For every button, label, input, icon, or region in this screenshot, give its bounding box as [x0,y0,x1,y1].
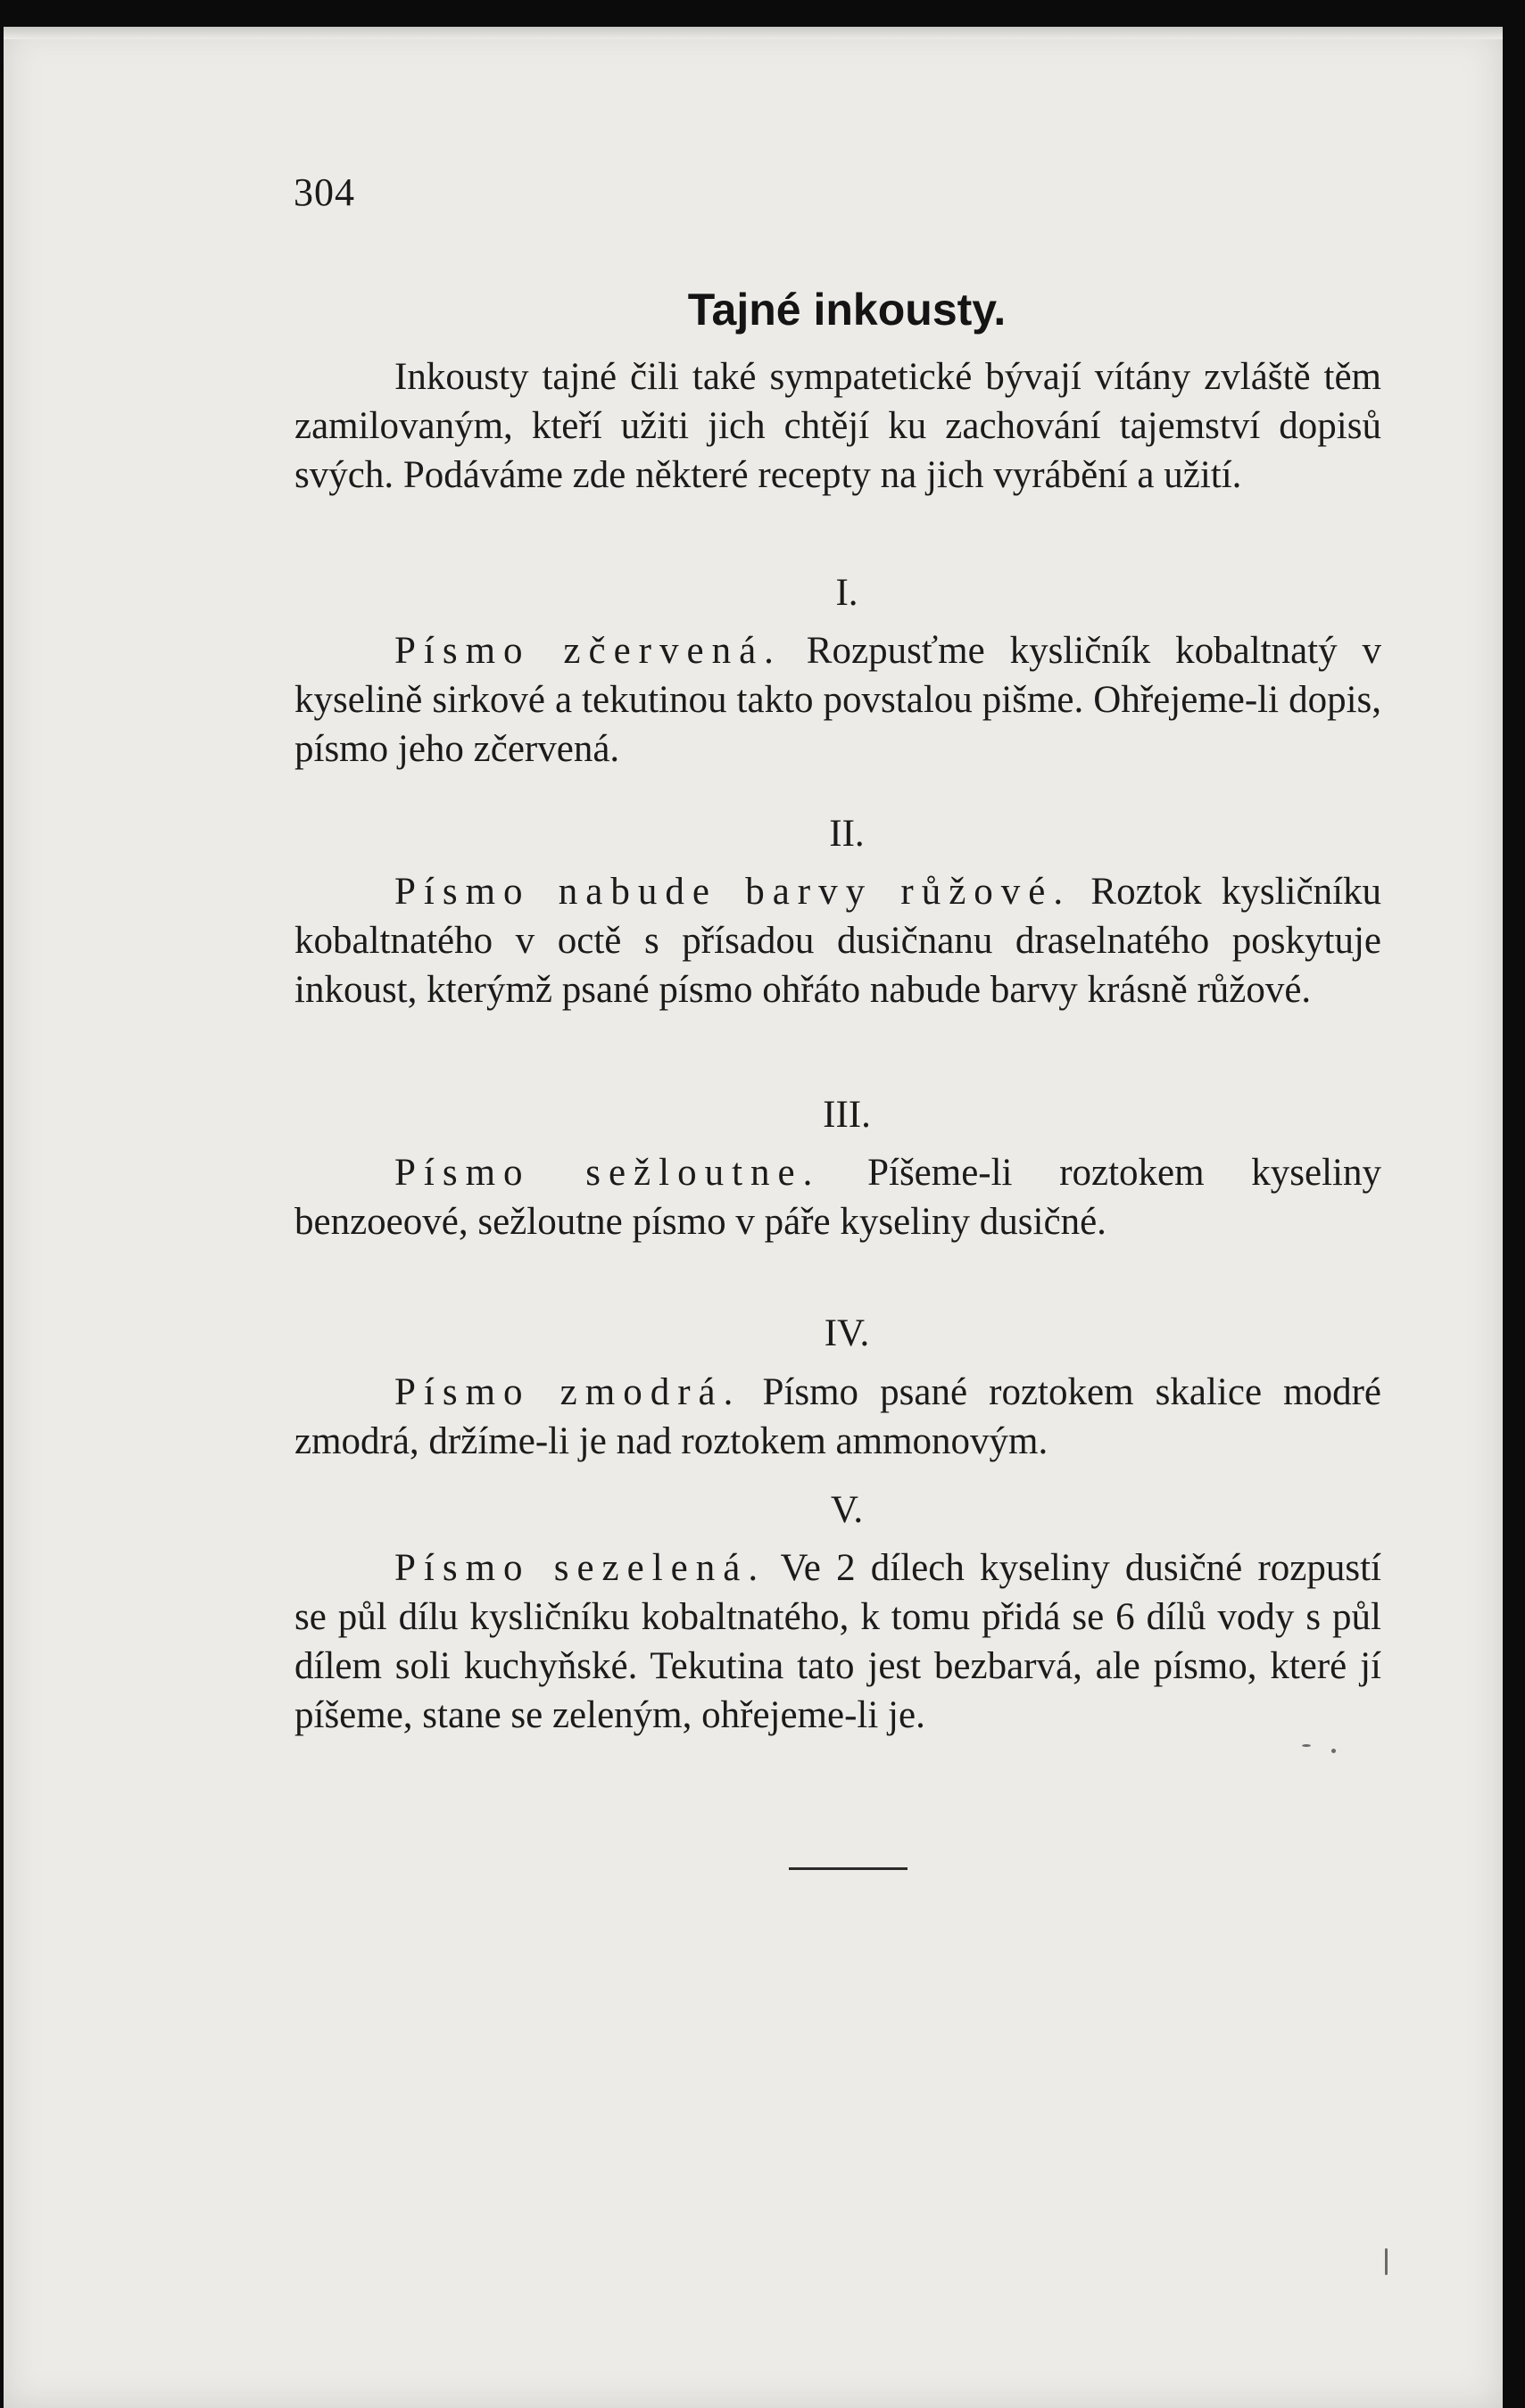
section-heading-4: Písmo zmodrá. [394,1371,742,1413]
section-heading-2: Písmo nabude barvy růžové. [394,871,1072,913]
section-numeral-4: IV. [824,1312,870,1354]
section-body-2: Roztok kysličníku kobaltnatého v octě s přísadou dusičnanu draselnatého poskytuje inkoust, kterýmž psané písmo ohřáto nabude barvy krásně růžové. [294,871,1382,1011]
end-rule [789,1867,908,1870]
ink-speck [1302,1744,1311,1747]
section-numeral-2: II. [829,813,865,855]
section-paragraph-1 [294,626,1381,774]
section-numeral-1: I. [835,572,858,614]
book-page [4,27,1503,2408]
section-heading-3: Písmo sežloutne. [394,1152,821,1194]
section-heading-5: Písmo sezelená. [394,1547,767,1589]
section-body-1: Rozpusťme kysličník kobaltnatý v kyselině sirkové a tekutinou takto povstalou pišme. Ohřejeme-li dopis, písmo jeho zčervená. [294,630,1381,770]
chapter-title: Tajné inkousty. [687,285,1007,335]
intro-paragraph [294,352,1381,500]
section-paragraph-4 [294,1368,1381,1466]
section-body-3: Píšeme-li roztokem kyseliny benzoeové, sežloutne písmo v páře kyseliny dusičné. [294,1152,1381,1243]
section-paragraph-2 [294,867,1381,1014]
page-number: 304 [294,170,355,214]
page-top-edge [4,27,1503,39]
section-body-5: Ve 2 dílech kyseliny dusičné rozpustí se půl dílu kysličníku kobaltnatého, k tomu přidá se 6 dílů vody s půl dílem soli kuchyňské. Tekutina tato jest bezbarvá, ale písmo, které jí píšeme, stane se zeleným, ohřejeme-li je. [294,1547,1381,1736]
section-paragraph-5 [294,1543,1381,1740]
ink-speck [1331,1749,1336,1753]
ink-speck [1385,2248,1388,2275]
section-numeral-5: V. [830,1489,864,1531]
section-heading-1: Písmo zčervená. [394,630,782,672]
section-numeral-3: III. [823,1094,871,1136]
section-paragraph-3 [294,1148,1381,1246]
intro-text: Inkousty tajné čili také sympatetické bývají vítány zvláště těm zamilovaným, kteří užiti jich chtějí ku zachování tajemství dopisů svých. Podáváme zde některé recepty na jich vyrábění a užití. [294,356,1381,496]
section-body-4: Písmo psané roztokem skalice modré zmodrá, držíme-li je nad roztokem ammonovým. [294,1371,1381,1462]
